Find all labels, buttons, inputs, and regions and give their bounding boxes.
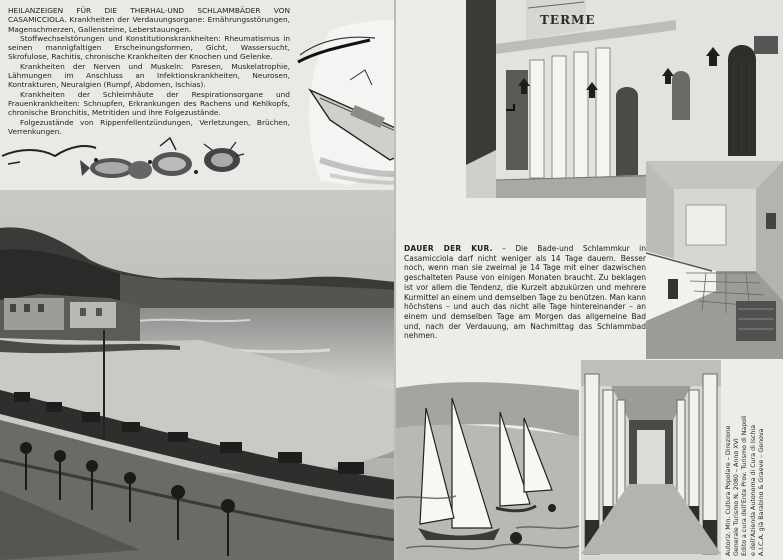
indications-heading: HEILANZEIGEN FÜR DIE THERHAL-UND SCHLAMMBÄDER VON CASAMICCIOLA. xyxy=(8,6,290,25)
terme-sign: TERME xyxy=(540,13,596,27)
credit-line: Edito a cura dell'Ente Prov. Turismo di Napoli xyxy=(741,415,749,556)
fish-illustration xyxy=(0,134,252,186)
credits-strip xyxy=(721,360,783,560)
indications-text xyxy=(8,6,290,136)
indications-paragraph-4: Krankheiten der Schleimhäute der Respirationsorgane und Frauenkrankheiten: Schnupfen, Erkrankungen des Rachens und Kehlkopfs, chronische Bronchitis, Metritiden und ihre Folgezustände. xyxy=(8,89,290,118)
duration-title: DAUER DER KUR. xyxy=(404,244,493,253)
bath-room-photo xyxy=(646,161,783,359)
indications-paragraph-2: Stoffwechselstörungen und Konstitutionskrankheiten: Rheumatismus in seinen mannigfaltigen Erscheinungsformen, Gicht, Wassersucht, Skrofulose, Rachitis, chronische Krankheiten der Knochen und Gelenke. xyxy=(8,33,290,62)
credit-line: e dell'Azienda Autonoma di Cura di Ischia xyxy=(749,424,757,556)
sailboat-illustration xyxy=(396,378,579,560)
duration-body: – Die Bade-und Schlammkur in Casamicciola darf nicht weniger als 14 Tage dauern. Besser noch, wenn man sie zweimal je 14 Tage mit einer dazwischen geschalteten Pause von einigen Monaten braucht. Zu beklagen ist vor allem die Tendenz, die Kurzeit abzukürzen und mehrere Kurmittel an einem und demselben Tage zu benützen. Man kann höchstens – und auch das nicht alle Tage hintereinander – an einem und demselben Tage am Morgen das allgemeine Bad und, nach der Verdauung, am Nachmittag das Schlammbad nehmen. xyxy=(404,244,646,341)
beach-photo xyxy=(0,190,396,560)
publication-credits xyxy=(725,356,783,556)
colonnade-photo xyxy=(581,360,721,560)
credit-line: Autoriz. Min. Cultura Popolare – Direzione xyxy=(725,425,732,556)
indications-paragraph-3: Krankheiten der Nerven und Muskeln: Paresen, Muskelatrophie, Lähmungen im Anschluss an Infektionskrankheiten, Neurosen, Kontrakturen, Neuralgien (Rumpf, Abdomen, Ischias). xyxy=(8,61,290,90)
credit-line: A.I.C.A. già Barabino & Graeve – Genova xyxy=(757,428,765,556)
indications-paragraph-1: Krankheiten der Verdauungsorgane: Ernährungsstörungen, Magenschmerzen, Gallensteine, Leberstauungen. xyxy=(8,15,290,34)
duration-text xyxy=(396,244,646,341)
boat-illustration xyxy=(290,10,396,190)
right-page xyxy=(396,0,783,560)
indications-paragraph-5: Folgezustände von Rippenfellentzündungen, Verletzungen, Brüchen, Verrenkungen. xyxy=(8,117,290,136)
credit-line: Generale Turismo N. 2080 – Anno XVI xyxy=(733,438,741,556)
